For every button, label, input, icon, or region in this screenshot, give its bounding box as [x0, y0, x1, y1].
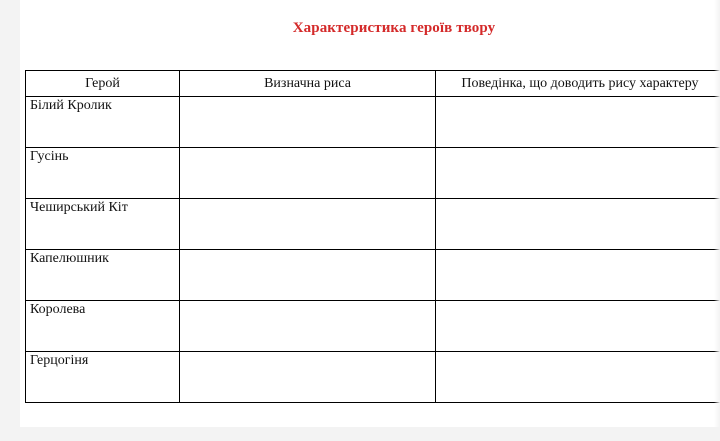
trait-cell[interactable] [180, 148, 436, 199]
behavior-cell[interactable] [436, 250, 720, 301]
hero-cell [26, 97, 180, 148]
hero-name: Герцогіня [30, 353, 89, 368]
hero-cell [26, 352, 180, 403]
behavior-cell[interactable] [436, 352, 720, 403]
table-row [26, 199, 720, 250]
hero-name: Білий Кролик [30, 98, 112, 113]
document-title: Характеристика героїв твору [292, 20, 496, 36]
trait-cell[interactable] [180, 250, 436, 301]
hero-cell [26, 199, 180, 250]
hero-name: Гусінь [30, 149, 69, 164]
hero-name: Капелюшник [30, 251, 109, 266]
behavior-cell[interactable] [436, 301, 720, 352]
behavior-cell[interactable] [436, 199, 720, 250]
hero-name: Королева [30, 302, 86, 317]
trait-cell[interactable] [180, 97, 436, 148]
table-row [26, 352, 720, 403]
trait-cell[interactable] [180, 352, 436, 403]
table-row [26, 301, 720, 352]
hero-cell [26, 148, 180, 199]
hero-cell [26, 250, 180, 301]
hero-cell [26, 301, 180, 352]
characters-table [25, 70, 720, 403]
behavior-cell[interactable] [436, 148, 720, 199]
page-edge-fade [714, 0, 720, 427]
document-page [20, 0, 720, 427]
behavior-cell[interactable] [436, 97, 720, 148]
table-row [26, 97, 720, 148]
header-hero: Герой [26, 71, 180, 97]
hero-name: Чеширський Кіт [30, 200, 128, 215]
table-row [26, 148, 720, 199]
header-trait: Визначна риса [180, 71, 436, 97]
trait-cell[interactable] [180, 301, 436, 352]
trait-cell[interactable] [180, 199, 436, 250]
header-behavior: Поведінка, що доводить рису характеру [436, 71, 720, 97]
table-header-row [26, 71, 720, 97]
table-row [26, 250, 720, 301]
